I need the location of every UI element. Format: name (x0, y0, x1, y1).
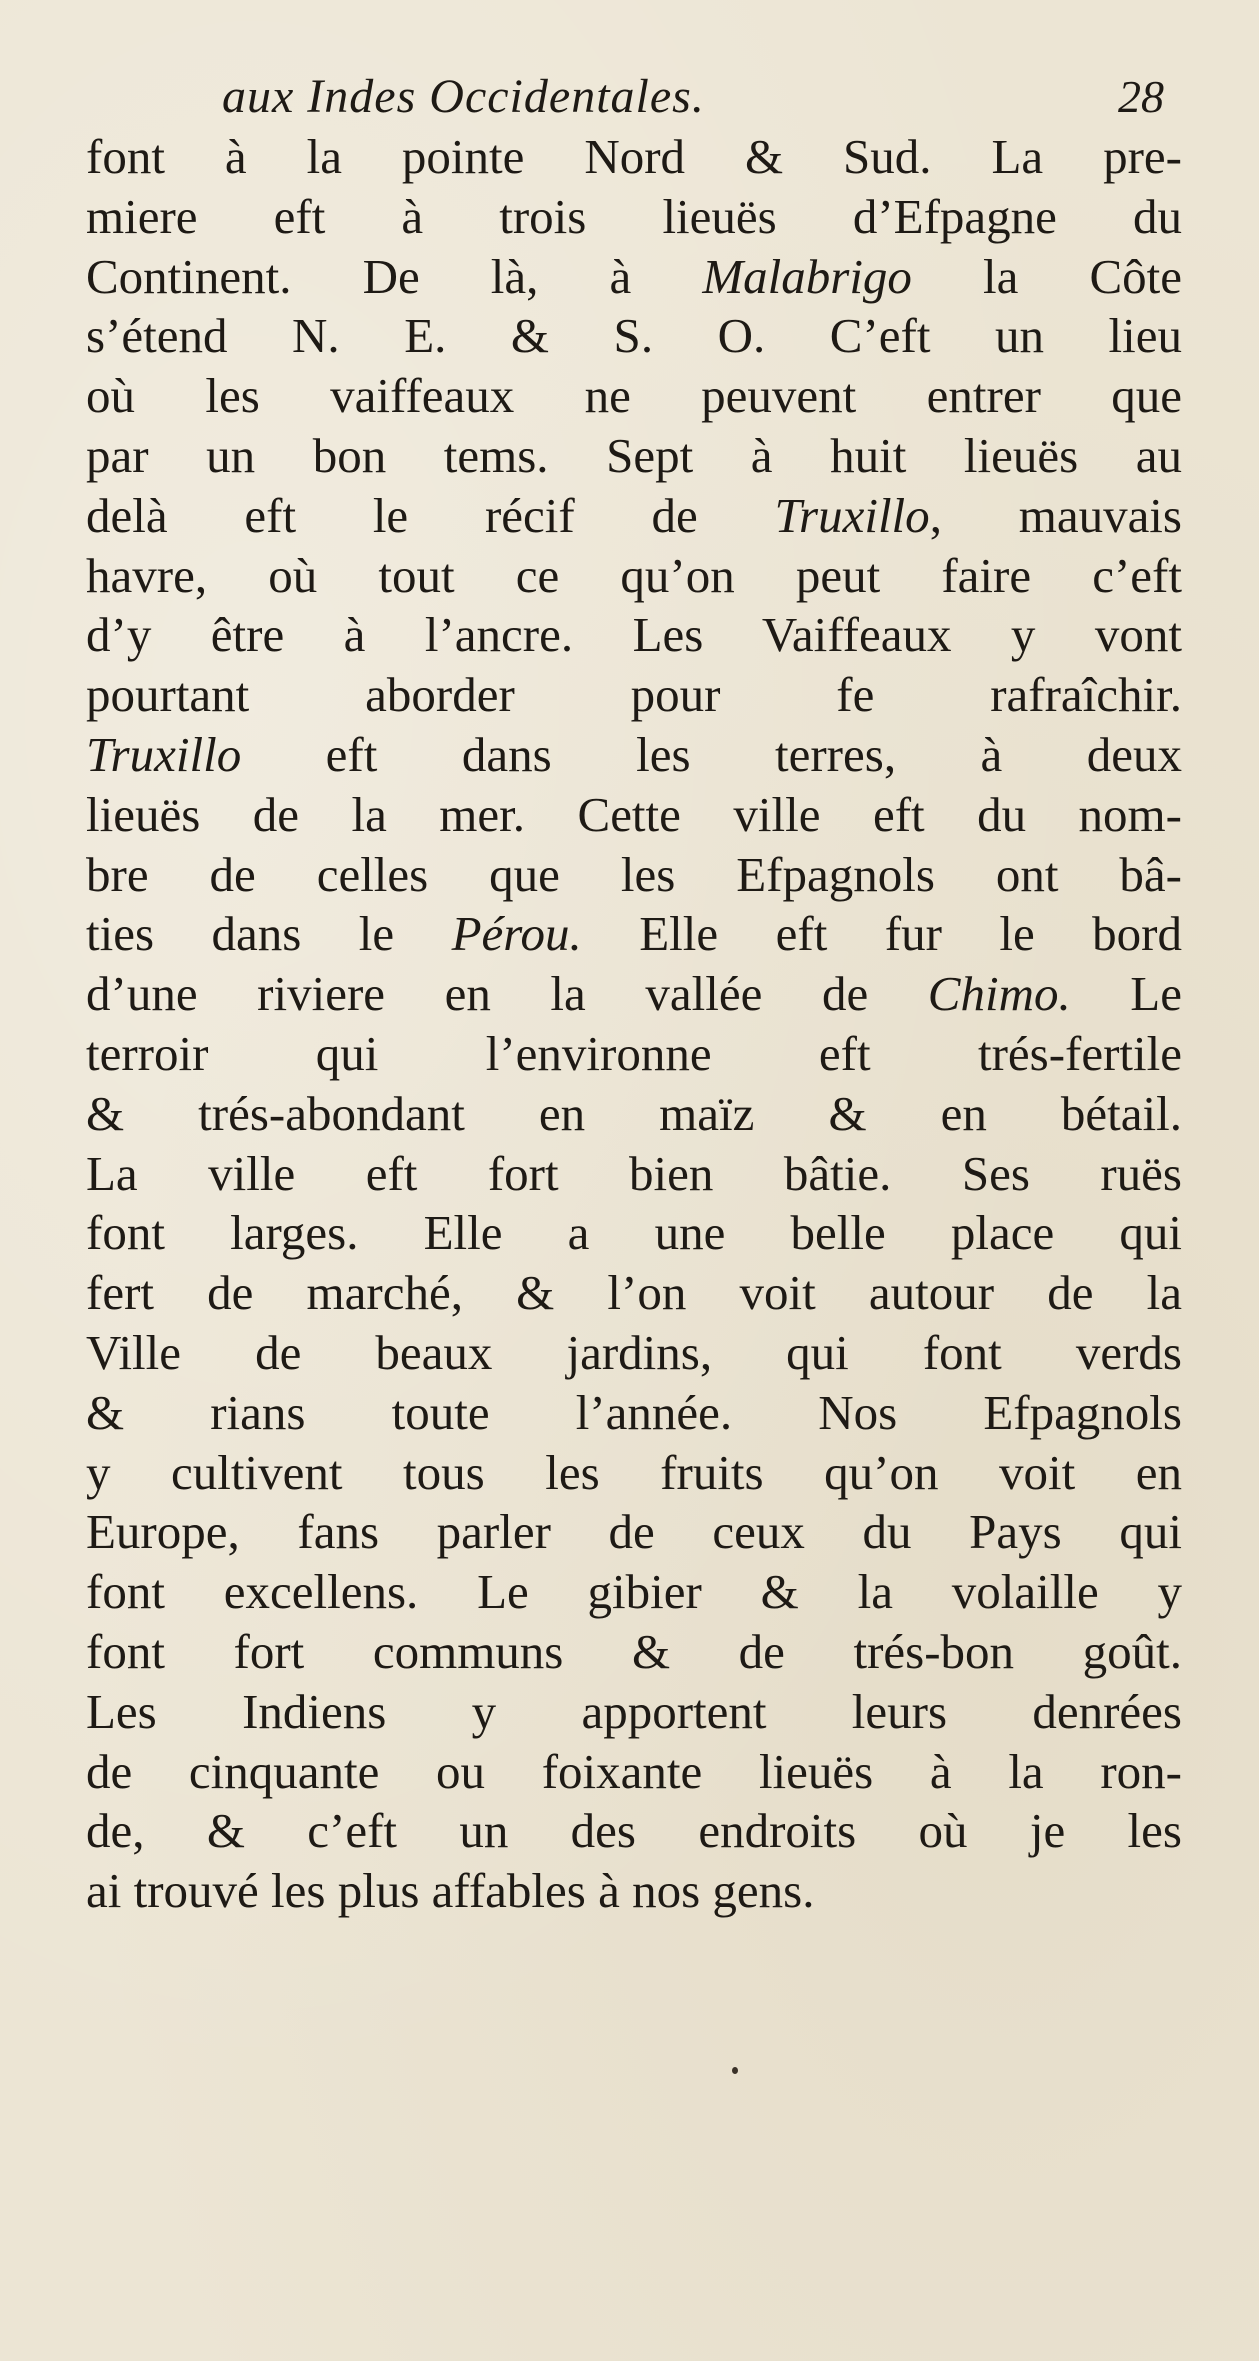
italic-run: Chimo. (927, 966, 1071, 1022)
italic-run: Truxillo (774, 487, 930, 543)
text-line (86, 247, 1182, 307)
text-run: font fort communs & de trés-bon goût. (86, 1623, 1182, 1679)
text-line (86, 605, 1182, 665)
text-run: de, & c’eft un des endroits où je les (86, 1803, 1182, 1859)
text-run: delà eft le récif de (86, 487, 775, 543)
text-line (86, 187, 1182, 247)
text-run: par un bon tems. Sept à huit lieuës au (86, 427, 1182, 483)
text-line (86, 1502, 1182, 1562)
text-line (86, 964, 1182, 1024)
text-run: ties dans le (86, 906, 452, 962)
text-line (86, 366, 1182, 426)
text-run: Les Indiens y apportent leurs denrées (86, 1683, 1182, 1739)
text-line (86, 1383, 1182, 1443)
text-run: où les vaiffeaux ne peuvent entrer que (86, 368, 1182, 424)
italic-run: Pérou. (451, 906, 582, 962)
text-run: fert de marché, & l’on voit autour de la (86, 1265, 1182, 1321)
running-head-title: aux Indes Occidentales. (222, 70, 705, 123)
text-run: Europe, fans parler de ceux du Pays qui (86, 1504, 1182, 1560)
text-run: terroir qui l’environne eft trés-fertile (86, 1025, 1182, 1081)
page-number: 28 (1118, 71, 1164, 122)
text-run: pourtant aborder pour fe rafraîchir. (86, 667, 1182, 723)
text-run: bre de celles que les Efpagnols ont bâ- (86, 846, 1182, 902)
text-run: s’étend N. E. & S. O. C’eft un lieu (86, 308, 1182, 364)
text-run: havre, où tout ce qu’on peut faire c’eft (86, 547, 1182, 603)
text-run: d’une riviere en la vallée de (86, 966, 928, 1022)
text-run: de cinquante ou foixante lieuës à la ron- (86, 1743, 1182, 1799)
text-run: la Côte (911, 248, 1182, 304)
text-line (86, 1742, 1182, 1802)
ink-speck (732, 2067, 738, 2074)
text-run: ai trouvé les plus affables à nos gens. (86, 1863, 815, 1919)
running-head (0, 62, 1259, 132)
text-run: eft dans les terres, à deux (241, 726, 1182, 782)
text-line (86, 1622, 1182, 1682)
text-run: , mauvais (929, 487, 1182, 543)
text-run: font larges. Elle a une belle place qui (86, 1205, 1182, 1261)
text-line (86, 1562, 1182, 1622)
text-line (86, 546, 1182, 606)
text-line (86, 845, 1182, 905)
text-line (86, 127, 1182, 187)
text-line (86, 1263, 1182, 1323)
text-line (86, 785, 1182, 845)
text-line (86, 1024, 1182, 1084)
text-line (86, 1443, 1182, 1503)
text-run: d’y être à l’ancre. Les Vaiffeaux y vont (86, 607, 1182, 663)
italic-run: Malabrigo (702, 248, 912, 304)
text-run: & trés-abondant en maïz & en bétail. (86, 1085, 1182, 1141)
text-line (86, 665, 1182, 725)
text-run: Ville de beaux jardins, qui font verds (86, 1324, 1182, 1380)
text-line (86, 1084, 1182, 1144)
text-run: & rians toute l’année. Nos Efpagnols (86, 1384, 1182, 1440)
text-line (86, 426, 1182, 486)
text-line (86, 725, 1182, 785)
italic-run: Truxillo (86, 726, 242, 782)
text-run: miere eft à trois lieuës d’Efpagne du (86, 188, 1182, 244)
text-line (86, 1203, 1182, 1263)
text-line (86, 486, 1182, 546)
text-line (86, 1323, 1182, 1383)
text-run: Elle eft fur le bord (581, 906, 1182, 962)
text-run: font excellens. Le gibier & la volaille y (86, 1564, 1182, 1620)
text-line (86, 1682, 1182, 1742)
text-line (86, 1861, 1182, 1921)
body-text (86, 127, 1182, 1921)
text-run: lieuës de la mer. Cette ville eft du nom- (86, 786, 1182, 842)
text-run: y cultivent tous les fruits qu’on voit en (86, 1444, 1182, 1500)
text-line (86, 904, 1182, 964)
text-run: Continent. De là, à (86, 248, 703, 304)
text-line (86, 306, 1182, 366)
text-run: La ville eft fort bien bâtie. Ses ruës (86, 1145, 1182, 1201)
text-line (86, 1801, 1182, 1861)
text-line (86, 1144, 1182, 1204)
text-run: font à la pointe Nord & Sud. La pre- (86, 129, 1182, 184)
text-run: Le (1070, 966, 1182, 1022)
